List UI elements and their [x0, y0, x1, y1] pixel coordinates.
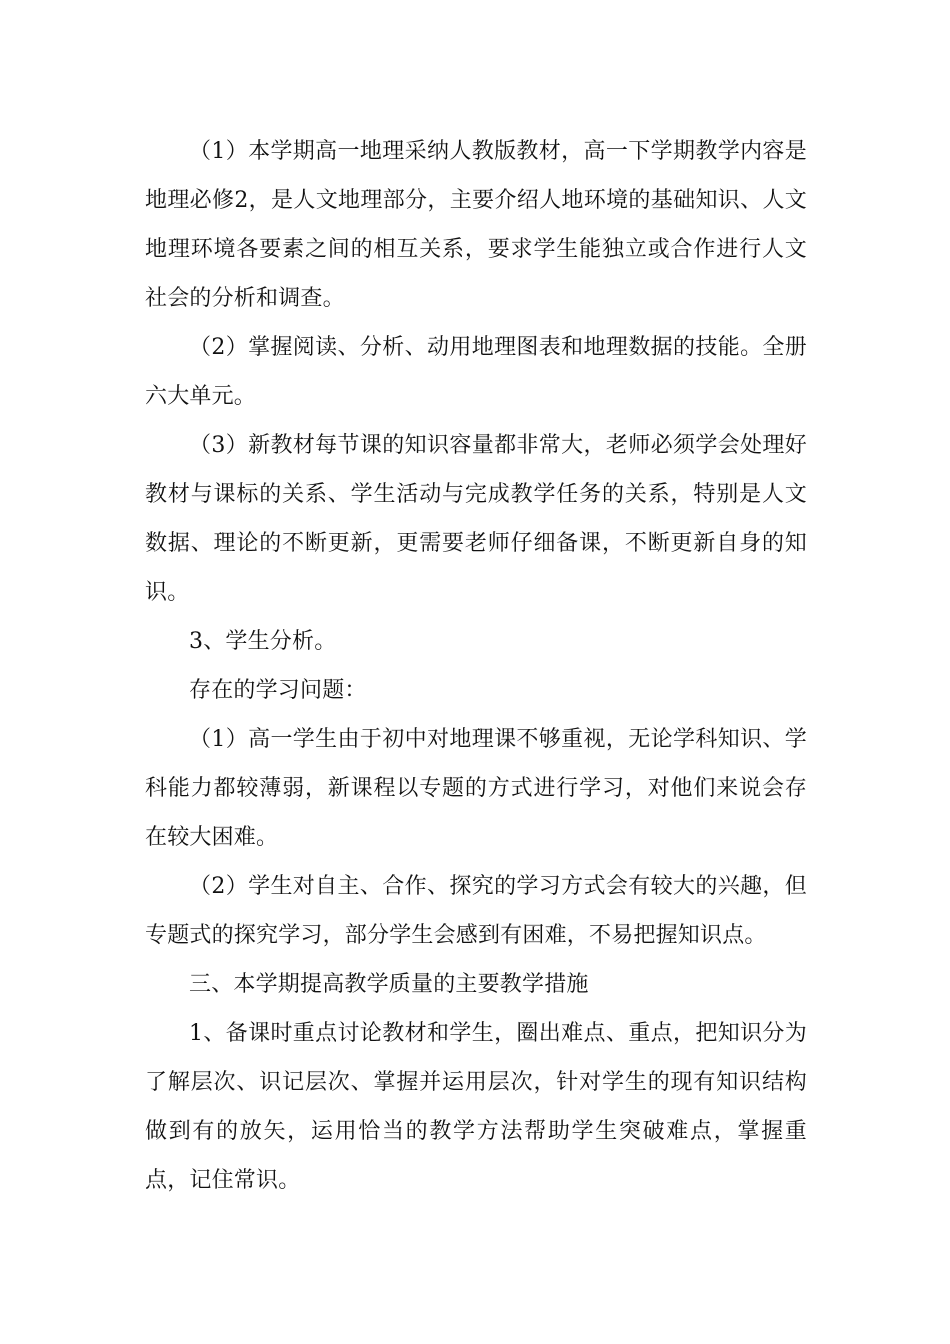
section-heading-student-analysis: 3、学生分析。	[189, 629, 337, 654]
subheading-learning-problems: 存在的学习问题：	[189, 678, 367, 703]
paragraph-textbook-content: （1）本学期高一地理采纳人教版教材，高一下学期教学内容是地理必修2，是人文地理部分，主要介绍人地环境的基础知识、人文地理环境各要素之间的相互关系，要求学生能独立或合作进行人文社会的分析和调查。	[145, 139, 807, 311]
paragraph-new-textbook: （3）新教材每节课的知识容量都非常大，老师必须学会处理好教材与课标的关系、学生活动与完成教学任务的关系，特别是人文数据、理论的不断更新，更需要老师仔细备课，不断更新自身的知识。	[145, 433, 807, 605]
section-heading-teaching-measures: 三、本学期提高教学质量的主要教学措施	[189, 972, 589, 997]
paragraph-problem-1: （1）高一学生由于初中对地理课不够重视，无论学科知识、学科能力都较薄弱，新课程以专题的方式进行学习，对他们来说会存在较大困难。	[145, 727, 807, 850]
paragraph-problem-2: （2）学生对自主、合作、探究的学习方式会有较大的兴趣，但专题式的探究学习，部分学生会感到有困难，不易把握知识点。	[145, 874, 807, 948]
document-body	[145, 127, 807, 1205]
paragraph-measure-1: 1、备课时重点讨论教材和学生，圈出难点、重点，把知识分为了解层次、识记层次、掌握并运用层次，针对学生的现有知识结构做到有的放矢，运用恰当的教学方法帮助学生突破难点，掌握重点，记住常识。	[145, 1021, 807, 1193]
paragraph-skills: （2）掌握阅读、分析、动用地理图表和地理数据的技能。全册六大单元。	[145, 335, 807, 409]
